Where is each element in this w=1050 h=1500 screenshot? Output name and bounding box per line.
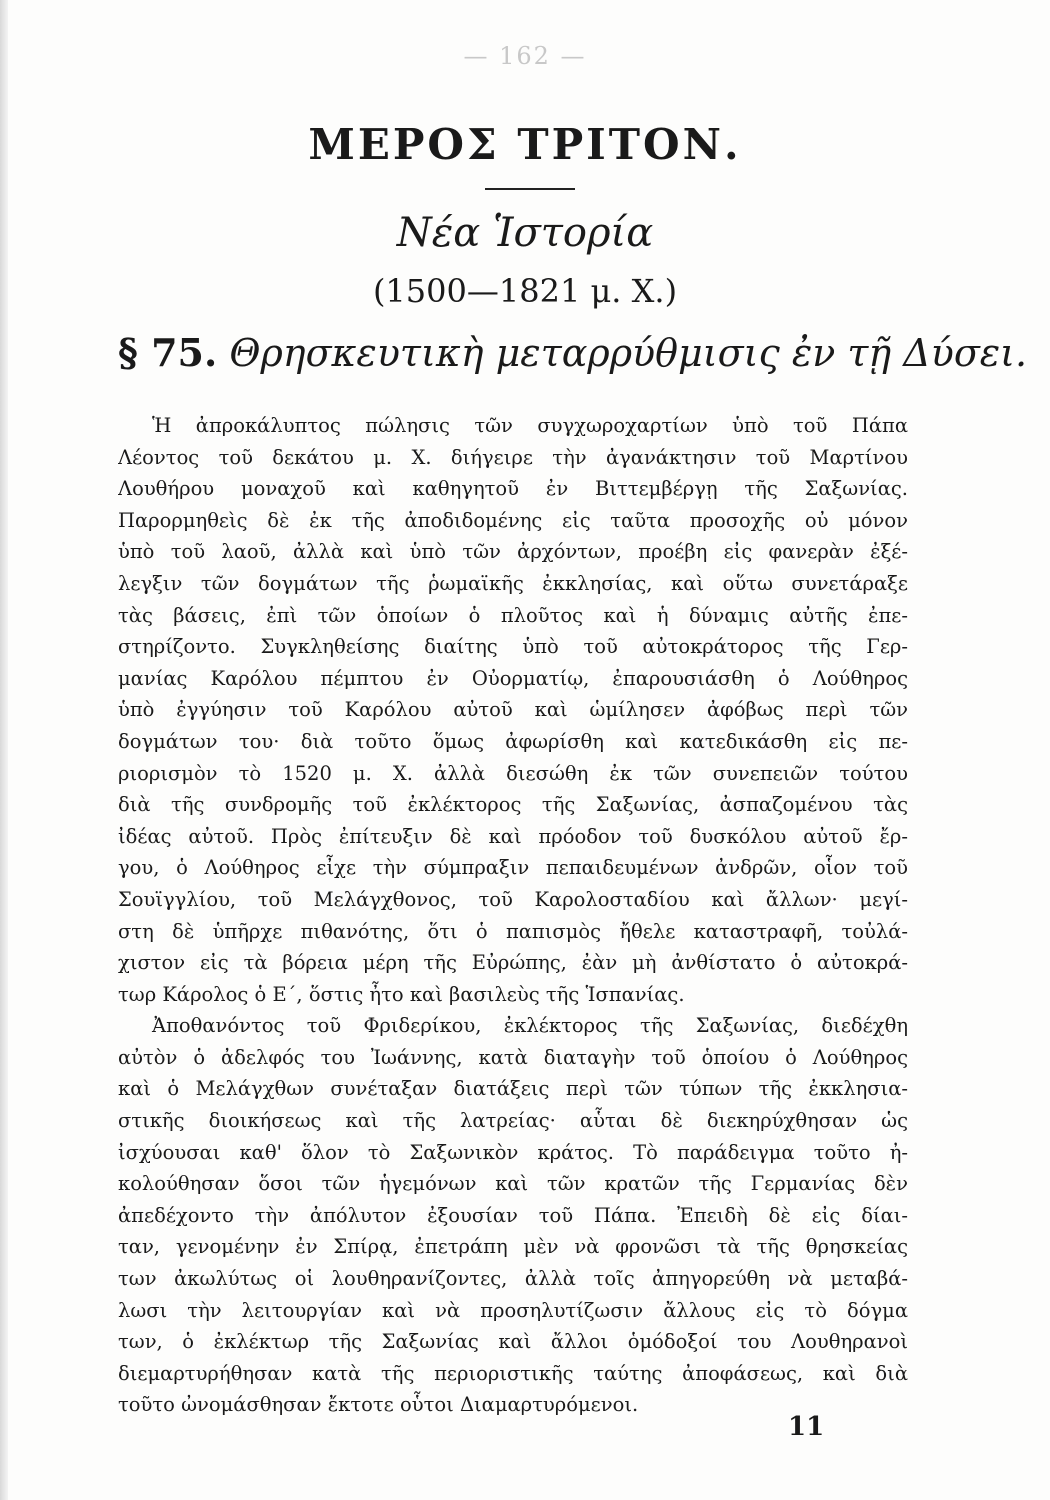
text-line: διεμαρτυρήθησαν κατὰ τῆς περιοριστικῆς ταύτης ἀποφάσεως, καὶ διὰ [118, 1361, 908, 1385]
text-line: Σουϊγγλίου, τοῦ Μελάγχθονος, τοῦ Καρολοσταδίου καὶ ἄλλων· μεγί- [118, 887, 908, 911]
text-line: στη δὲ ὑπῆρχε πιθανότης, ὅτι ὁ παπισμὸς ἤθελε καταστραφῆ, τοὐλά- [118, 919, 908, 943]
text-line: γου, ὁ Λούθηρος εἶχε τὴν σύμπραξιν πεπαιδευμένων ἀνδρῶν, οἷον τοῦ [118, 856, 908, 880]
text-line: των, ὁ ἐκλέκτωρ τῆς Σαξωνίας καὶ ἄλλοι ὁμόδοξοί του Λουθηρανοὶ [118, 1330, 908, 1354]
text-line: ὑπὸ ἐγγύησιν τοῦ Καρόλου αὐτοῦ καὶ ὡμίλησεν ἀφόβως περὶ τῶν [118, 698, 908, 722]
text-line: ἀπεδέχοντο τὴν ἀπόλυτον ἐξουσίαν τοῦ Πάπα. Ἐπειδὴ δὲ εἰς δίαι- [118, 1203, 908, 1227]
text-line: ριορισμὸν τὸ 1520 μ. Χ. ἀλλὰ διεσώθη ἐκ τῶν συνεπειῶν τούτου [118, 761, 908, 785]
subtitle: Νέα Ἱστορία [396, 210, 654, 256]
text-line: τωρ Κάρολος ὁ Ε΄, ὅστις ἦτο καὶ βασιλεὺς τῆς Ἱσπανίας. [118, 982, 685, 1006]
text-line: λεγξιν τῶν δογμάτων τῆς ῥωμαϊκῆς ἐκκλησίας, καὶ οὕτω συνετάραξε [118, 571, 908, 595]
text-line: στικῆς διοικήσεως καὶ τῆς λατρείας· αὗται δὲ διεκηρύχθησαν ὡς [118, 1109, 908, 1133]
text-line: τὰς βάσεις, ἐπὶ τῶν ὁποίων ὁ πλοῦτος καὶ ἡ δύναμις αὐτῆς ἐπε- [118, 603, 908, 627]
signature-mark: 11 [788, 1412, 825, 1442]
text-line: χιστον εἰς τὰ βόρεια μέρη τῆς Εὐρώπης, ἐὰν μὴ ἀνθίστατο ὁ αὐτοκρά- [118, 951, 908, 975]
text-line: δογμάτων του· διὰ τοῦτο ὅμως ἀφωρίσθη καὶ κατεδικάσθη εἰς πε- [118, 729, 908, 753]
body-text [118, 410, 908, 1421]
section-heading [118, 330, 1028, 375]
part-title: ΜΕΡΟΣ ΤΡΙΤΟΝ. [308, 120, 742, 169]
text-line: διὰ τῆς συνδρομῆς τοῦ ἐκλέκτορος τῆς Σαξωνίας, ἀσπαζομένου τὰς [118, 793, 908, 817]
title-divider [485, 188, 575, 190]
page-number: — 162 — [463, 42, 587, 70]
text-line: στηρίζοντο. Συγκληθείσης διαίτης ὑπὸ τοῦ αὐτοκράτορος τῆς Γερ- [118, 635, 908, 659]
text-line: ὑπὸ τοῦ λαοῦ, ἀλλὰ καὶ ὑπὸ τῶν ἀρχόντων, προέβη εἰς φανερὰν ἐξέ- [118, 540, 908, 564]
section-title: Θρησκευτικὴ μεταρρύθμισις ἐν τῇ Δύσει. [229, 331, 1028, 375]
text-line: Ἀποθανόντος τοῦ Φριδερίκου, ἐκλέκτορος τῆς Σαξωνίας, διεδέχθη [152, 1014, 908, 1038]
text-line: Λουθήρου μοναχοῦ καὶ καθηγητοῦ ἐν Βιττεμβέργῃ τῆς Σαξωνίας. [118, 477, 908, 501]
text-line: λωσι τὴν λειτουργίαν καὶ νὰ προσηλυτίζωσιν ἄλλους εἰς τὸ δόγμα [118, 1298, 908, 1322]
text-line: ἰδέας αὐτοῦ. Πρὸς ἐπίτευξιν δὲ καὶ πρόοδον τοῦ δυσκόλου αὐτοῦ ἔρ- [118, 824, 908, 848]
text-line: μανίας Καρόλου πέμπτου ἐν Οὐορματίῳ, ἐπαρουσιάσθη ὁ Λούθηρος [118, 666, 908, 690]
text-line: των ἀκωλύτως οἱ λουθηρανίζοντες, ἀλλὰ τοῖς ἀπηγορεύθη νὰ μεταβά- [118, 1267, 908, 1291]
text-line: ἰσχύουσαι καθ' ὅλον τὸ Σαξωνικὸν κράτος. Τὸ παράδειγμα τοῦτο ἠ- [118, 1140, 908, 1164]
text-line: κολούθησαν ὅσοι τῶν ἡγεμόνων καὶ τῶν κρατῶν τῆς Γερμανίας δὲν [118, 1172, 908, 1196]
date-range: (1500—1821 μ. Χ.) [372, 272, 678, 310]
text-line: Ἡ ἀπροκάλυπτος πώλησις τῶν συγχωροχαρτίων ὑπὸ τοῦ Πάπα [152, 414, 908, 437]
text-line: τοῦτο ὠνομάσθησαν ἔκτοτε οὗτοι Διαμαρτυρόμενοι. [118, 1393, 639, 1417]
text-line: Λέοντος τοῦ δεκάτου μ. Χ. διήγειρε τὴν ἀγανάκτησιν τοῦ Μαρτίνου [118, 445, 908, 469]
text-line: Παρορμηθεὶς δὲ ἐκ τῆς ἀποδιδομένης εἰς ταῦτα προσοχῆς οὐ μόνον [118, 508, 908, 532]
section-number: § 75. [118, 330, 218, 375]
text-line: αὐτὸν ὁ ἀδελφός του Ἰωάννης, κατὰ διαταγὴν τοῦ ὁποίου ὁ Λούθηρος [118, 1045, 908, 1069]
text-line: καὶ ὁ Μελάγχθων συνέταξαν διατάξεις περὶ τῶν τύπων τῆς ἐκκλησια- [118, 1077, 908, 1101]
text-line: ταν, γενομένην ἐν Σπίρᾳ, ἐπετράπη μὲν νὰ φρονῶσι τὰ τῆς θρησκείας [118, 1235, 908, 1259]
